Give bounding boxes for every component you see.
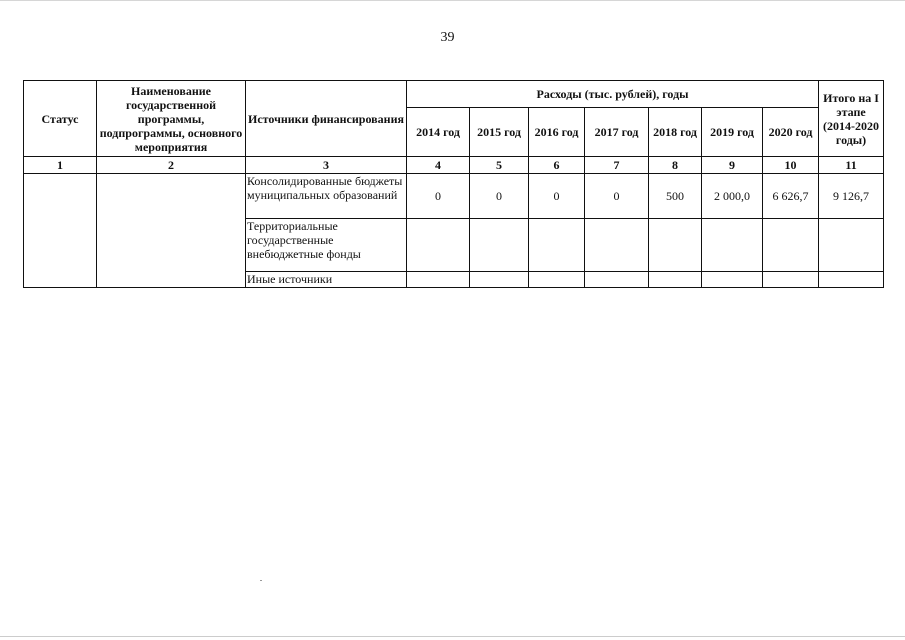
- funding-source: Иные источники: [246, 272, 407, 288]
- value-cell: [702, 272, 763, 288]
- total-value-cell: [819, 219, 884, 272]
- column-number: 3: [246, 157, 407, 174]
- header-year: 2014 год: [407, 108, 470, 157]
- header-year: 2019 год: [702, 108, 763, 157]
- status-cell: [24, 174, 97, 288]
- header-status: Статус: [24, 81, 97, 157]
- value-cell: 0: [407, 174, 470, 219]
- header-year: 2016 год: [529, 108, 585, 157]
- value-cell: 0: [470, 174, 529, 219]
- value-cell: [470, 219, 529, 272]
- value-cell: 6 626,7: [763, 174, 819, 219]
- header-year: 2018 год: [649, 108, 702, 157]
- scan-bottom-edge: [0, 636, 905, 637]
- column-number: 11: [819, 157, 884, 174]
- total-value-cell: 9 126,7: [819, 174, 884, 219]
- column-number: 5: [470, 157, 529, 174]
- budget-table: [23, 80, 884, 288]
- value-cell: [407, 219, 470, 272]
- table-row: [24, 174, 884, 219]
- value-cell: [529, 272, 585, 288]
- column-number: 7: [585, 157, 649, 174]
- value-cell: [763, 219, 819, 272]
- column-number: 2: [97, 157, 246, 174]
- header-year: 2015 год: [470, 108, 529, 157]
- header-total: Итого на I этапе (2014-2020 годы): [819, 81, 884, 157]
- page-number: 39: [440, 30, 455, 45]
- value-cell: 0: [529, 174, 585, 219]
- scan-top-edge: [0, 0, 905, 1]
- scan-speck: [260, 580, 262, 581]
- total-value-cell: [819, 272, 884, 288]
- value-cell: [470, 272, 529, 288]
- header-year: 2017 год: [585, 108, 649, 157]
- value-cell: [649, 219, 702, 272]
- value-cell: [702, 219, 763, 272]
- program-name-cell: [97, 174, 246, 288]
- value-cell: [529, 219, 585, 272]
- funding-source: Территориальные государственные внебюджетные фонды: [246, 219, 407, 272]
- value-cell: [407, 272, 470, 288]
- header-expenses: Расходы (тыс. рублей), годы: [407, 81, 819, 108]
- column-number: 10: [763, 157, 819, 174]
- column-number: 1: [24, 157, 97, 174]
- column-number: 9: [702, 157, 763, 174]
- value-cell: 0: [585, 174, 649, 219]
- value-cell: [585, 219, 649, 272]
- value-cell: 500: [649, 174, 702, 219]
- column-number: 8: [649, 157, 702, 174]
- value-cell: [585, 272, 649, 288]
- value-cell: [649, 272, 702, 288]
- column-number: 4: [407, 157, 470, 174]
- header-program-name: Наименование государственной программы, подпрограммы, основного мероприятия: [97, 81, 246, 157]
- column-number: 6: [529, 157, 585, 174]
- funding-source: Консолидированные бюджеты муниципальных образований: [246, 174, 407, 219]
- header-funding-sources: Источники финансирования: [246, 81, 407, 157]
- header-year: 2020 год: [763, 108, 819, 157]
- value-cell: [763, 272, 819, 288]
- value-cell: 2 000,0: [702, 174, 763, 219]
